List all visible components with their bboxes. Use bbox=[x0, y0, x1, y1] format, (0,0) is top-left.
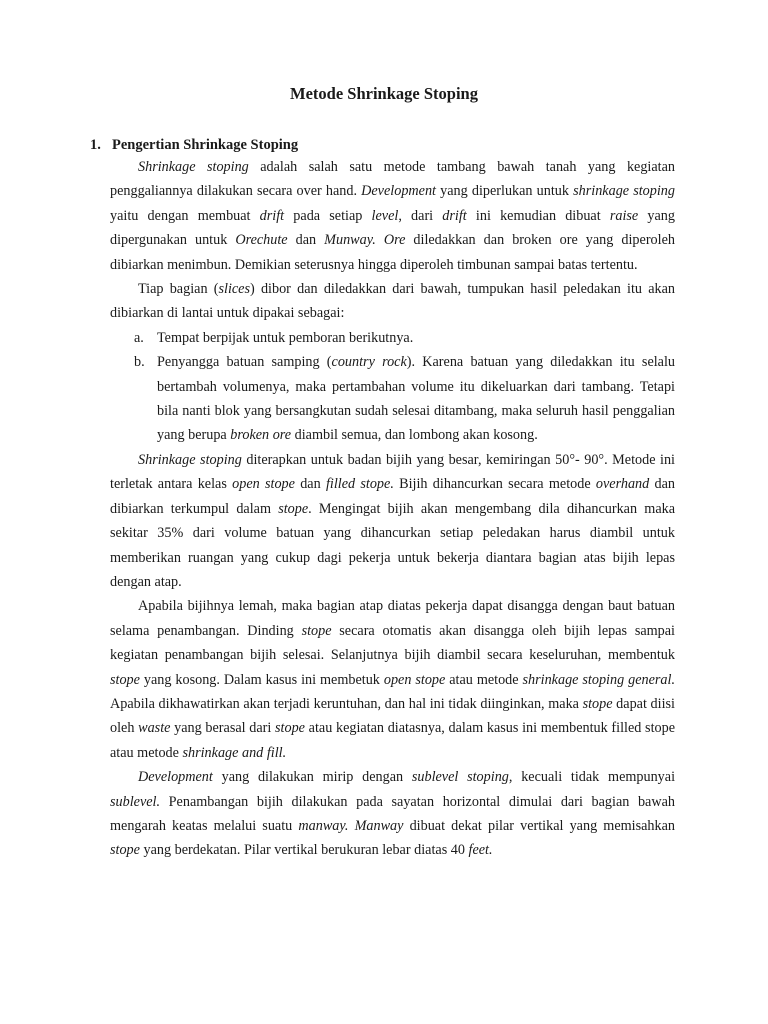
p4-s11: dapat diisi oleh bbox=[110, 695, 675, 737]
p1-s16: dan bbox=[287, 232, 325, 249]
p1-s13: raise bbox=[609, 207, 639, 224]
section-title: Pengertian Shrinkage Stoping bbox=[112, 137, 299, 153]
p5-s2: yang dilakukan mirip dengan bbox=[212, 769, 412, 786]
p1-s1: Shrinkage stoping bbox=[138, 159, 249, 175]
p1-s17: Munway. Ore bbox=[324, 232, 406, 249]
p1-s12: ini kemudian dibuat bbox=[466, 207, 610, 224]
p1-s4: yang diperlukan untuk bbox=[436, 183, 574, 200]
p1-s18: diledakkan dan broken ore yang diperoleh dibiarkan menimbun. Demikian seterusnya hingga diperoleh timbunan sampai batas tertentu. bbox=[110, 232, 675, 273]
document-body bbox=[110, 155, 675, 863]
p1-s14: yang dipergunakan untuk bbox=[110, 207, 675, 249]
p2-s2: slices bbox=[218, 281, 251, 298]
p3-s9: stope bbox=[278, 500, 309, 517]
p5-s8: dibuat dekat pilar vertikal yang memisahkan bbox=[403, 817, 675, 834]
p3-s7: overhand bbox=[595, 476, 650, 493]
p4-s15: atau kegiatan diatasnya, dalam kasus ini membentuk filled stope atau metode bbox=[110, 720, 675, 761]
paragraph-5 bbox=[110, 765, 675, 863]
p5-s11: feet. bbox=[468, 842, 493, 859]
p1-s8: pada setiap bbox=[284, 207, 372, 224]
p1-s11: drift bbox=[442, 207, 467, 224]
p5-s9: stope bbox=[110, 842, 140, 859]
p3-s5: filled stope. bbox=[325, 476, 394, 493]
p4-s7: atau metode bbox=[445, 671, 523, 688]
p1-s2: adalah salah satu metode tambang bawah tanah yang kegiatan penggaliannya dilakukan secara over hand. bbox=[110, 159, 675, 200]
list-b-s1: Penyangga batuan samping ( bbox=[157, 354, 332, 371]
paragraph-1 bbox=[110, 155, 675, 277]
p1-s7: drift bbox=[259, 207, 285, 224]
p3-s8: dan dibiarkan terkumpul dalam bbox=[110, 476, 675, 517]
p4-s16: shrinkage and fill. bbox=[182, 744, 287, 761]
p4-s4: stope bbox=[110, 671, 140, 688]
p4-s2: stope bbox=[301, 622, 332, 639]
list-b-s3: ). Karena batuan yang diledakkan itu selalu bertambah volumenya, maka pertambahan volume itu dikeluarkan dari tambang. Tetapi bila nanti blok yang bersangkutan sudah selesai ditambang, maka seluruh hasil penggalian yang berupa bbox=[157, 354, 676, 444]
p3-s6: Bijih dihancurkan secara metode bbox=[393, 476, 596, 493]
p3-s4: dan bbox=[294, 476, 326, 493]
list-a-text: Tempat berpijak untuk pemboran berikutnya. bbox=[157, 329, 414, 346]
p4-s14: stope bbox=[275, 720, 305, 737]
document-title: Metode Shrinkage Stoping bbox=[290, 84, 478, 103]
list-item-a bbox=[110, 326, 675, 350]
list-b-s5: diambil semua, dan lombong akan kosong. bbox=[291, 427, 538, 444]
p4-s6: open stope bbox=[383, 671, 446, 688]
p4-s3: secara otomatis akan disangga oleh bijih lepas sampai kegiatan penambangan bijih selesai. Selanjutnya bijih diambil secara keseluruhan, membentuk bbox=[110, 622, 675, 664]
p3-s1: Shrinkage stoping bbox=[138, 451, 242, 468]
list-marker-b: b. bbox=[134, 354, 145, 371]
p1-s5: shrinkage stoping bbox=[573, 183, 675, 200]
section-heading bbox=[90, 137, 298, 154]
p5-s1: Development bbox=[138, 769, 213, 786]
p1-s6: yaitu dengan membuat bbox=[110, 207, 260, 224]
paragraph-4 bbox=[110, 594, 675, 765]
p4-s9: Apabila dikhawatirkan akan terjadi keruntuhan, dan hal ini tidak diinginkan, maka bbox=[110, 695, 583, 712]
p4-s10: stope bbox=[582, 695, 613, 712]
p5-s6: Penambangan bijih dilakukan pada sayatan horizontal dimulai dari bagian bawah mengarah keatas melalui suatu bbox=[110, 793, 675, 834]
paragraph-2 bbox=[110, 277, 675, 326]
list-b-s2: country rock bbox=[331, 354, 407, 371]
p4-s13: yang berasal dari bbox=[170, 720, 276, 737]
section-number: 1. bbox=[90, 137, 101, 153]
p3-s10: . Mengingat bijih akan mengembang dila dihancurkan maka sekitar 35% dari volume batuan yang dihancurkan setiap peledakan harus diambil untuk memberikan ruangan yang cukup dagi pekerja untuk bekerja diantara bagian atas bijih lepas dengan atap. bbox=[110, 500, 676, 590]
p1-s10: , dari bbox=[398, 207, 443, 224]
p5-s5: sublevel. bbox=[110, 793, 161, 810]
p4-s8: shrinkage stoping general. bbox=[522, 671, 676, 688]
list-b-s4: broken ore bbox=[230, 427, 292, 444]
p1-s15: Orechute bbox=[235, 232, 288, 249]
p5-s10: yang berdekatan. Pilar vertikal berukuran lebar diatas 40 bbox=[139, 842, 469, 859]
p2-s3: ) dibor dan diledakkan dari bawah, tumpukan hasil peledakan itu akan dibiarkan di lantai untuk dipakai sebagai: bbox=[110, 281, 675, 322]
paragraph-3 bbox=[110, 448, 675, 594]
p5-s4: , kecuali tidak mempunyai bbox=[508, 769, 676, 786]
p5-s7: manway. Manway bbox=[298, 817, 404, 834]
p4-s1: Apabila bijihnya lemah, maka bagian atap diatas pekerja dapat disangga dengan baut batuan selama penambangan. Dinding bbox=[110, 598, 675, 639]
p3-s3: open stope bbox=[232, 476, 295, 493]
list-item-b bbox=[110, 350, 675, 448]
p1-s9: level bbox=[371, 207, 399, 224]
p1-s3: Development bbox=[361, 183, 436, 200]
p4-s5: yang kosong. Dalam kasus ini membetuk bbox=[139, 671, 384, 688]
p2-s1: Tiap bagian ( bbox=[138, 281, 219, 298]
list-marker-a: a. bbox=[134, 329, 144, 346]
p4-s12: waste bbox=[138, 720, 171, 737]
p5-s3: sublevel stoping bbox=[411, 769, 509, 786]
p3-s2: diterapkan untuk badan bijih yang besar, kemiringan 50°- 90°. Metode ini terletak antara kelas bbox=[110, 451, 675, 493]
support-list bbox=[110, 326, 675, 448]
